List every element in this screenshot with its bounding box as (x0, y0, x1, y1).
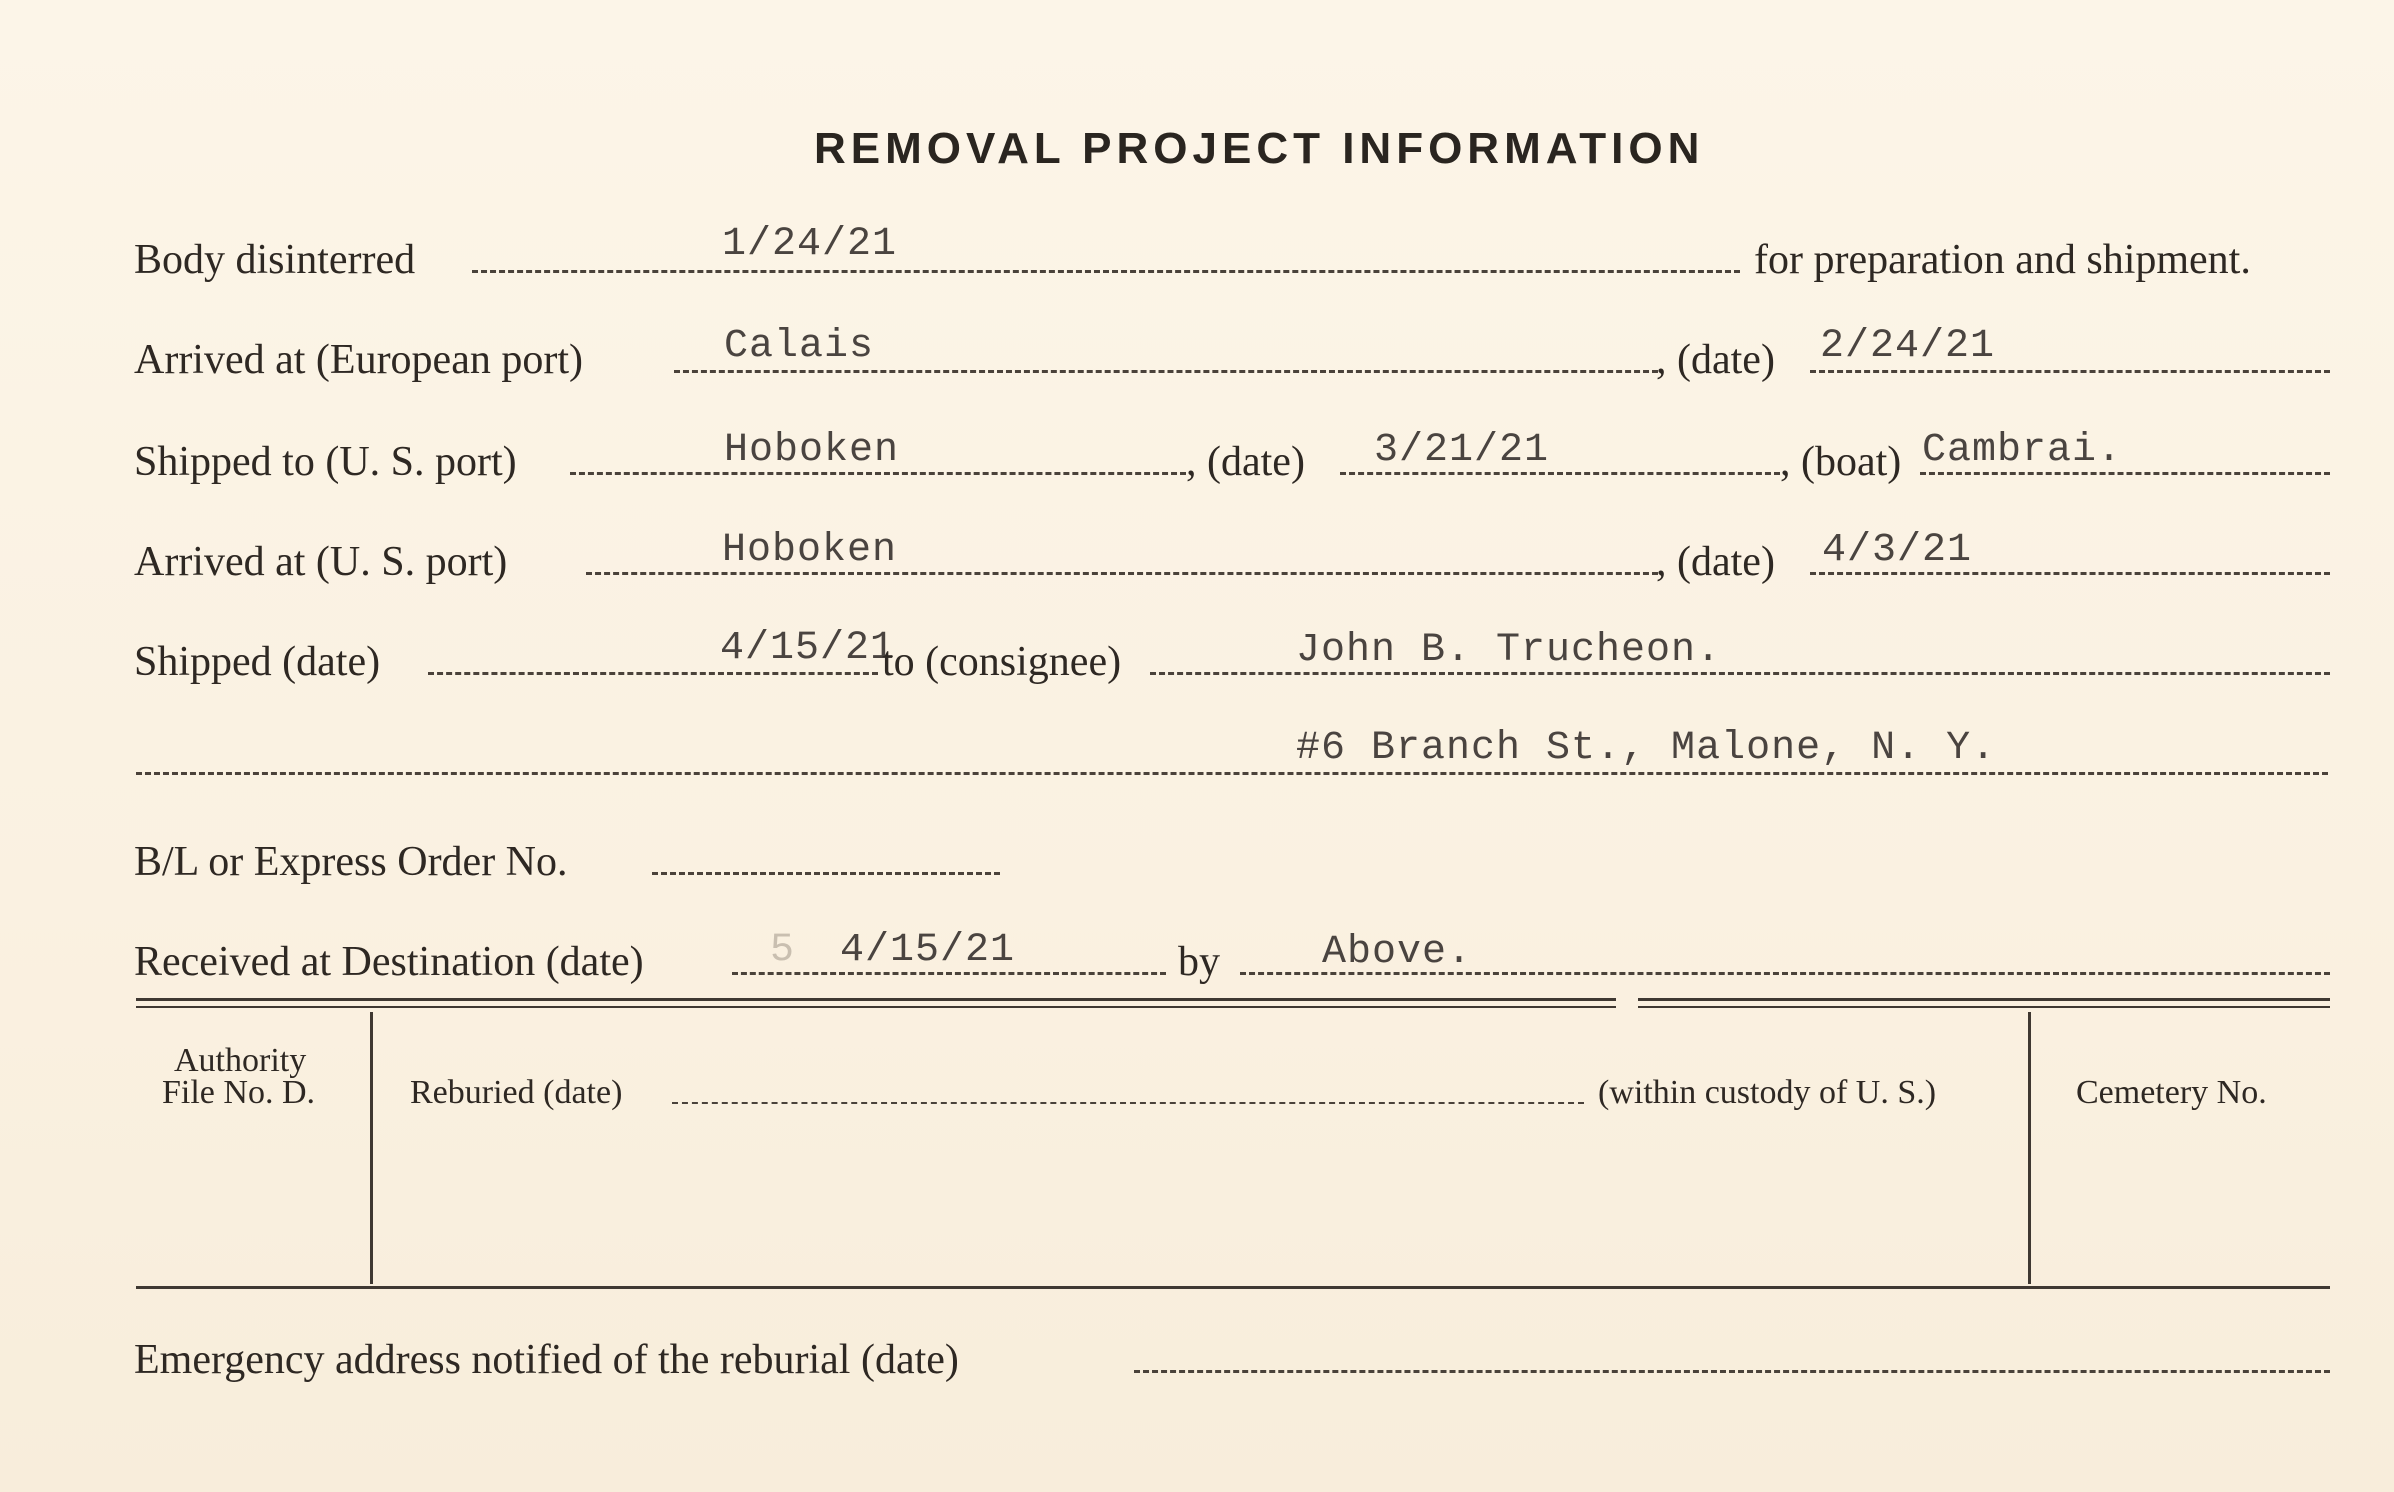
by-label: by (1178, 939, 1220, 985)
shipped-to-label: Shipped to (U. S. port) (134, 439, 517, 485)
body-disinterred-label: Body disinterred (134, 237, 416, 283)
bl-label: B/L or Express Order No. (134, 839, 568, 885)
arrived-us-label: Arrived at (U. S. port) (134, 539, 508, 585)
shipped-date-label: Shipped (date) (134, 639, 381, 685)
european-port-line (674, 370, 1658, 373)
european-port-value: Calais (724, 324, 875, 369)
european-date-label: , (date) (1656, 337, 1775, 383)
european-date-value: 2/24/21 (1820, 324, 1996, 369)
address-line (136, 772, 2328, 775)
received-by-value: Above. (1322, 930, 1473, 975)
emergency-line (1134, 1370, 2330, 1373)
divider-rule-bottom-right (1638, 1006, 2330, 1008)
received-date-value: 4/15/21 (840, 928, 1016, 973)
file-no-label: File No. D. (162, 1074, 315, 1111)
arrived-european-label: Arrived at (European port) (134, 337, 583, 383)
disinterred-date-value: 1/24/21 (722, 222, 898, 267)
consignee-label: to (consignee) (882, 639, 1122, 685)
us-port-arrived-value: Hoboken (722, 528, 898, 573)
for-preparation-label: for preparation and shipment. (1754, 237, 2251, 283)
reburied-line (672, 1102, 1584, 1104)
bl-line (652, 872, 1000, 875)
custody-label: (within custody of U. S.) (1598, 1074, 1937, 1111)
column-divider-left (370, 1012, 373, 1284)
cemetery-label: Cemetery No. (2076, 1074, 2267, 1111)
european-date-line (1810, 370, 2330, 373)
shipped-date-line (428, 672, 878, 675)
received-label: Received at Destination (date) (134, 939, 644, 985)
card-title: REMOVAL PROJECT INFORMATION (814, 124, 1705, 173)
shipped-date-value: 4/15/21 (720, 626, 896, 671)
consignee-address-value: #6 Branch St., Malone, N. Y. (1296, 726, 1997, 771)
boat-label: , (boat) (1780, 439, 1902, 485)
received-prefix-value: 5 (770, 928, 796, 973)
body-disinterred-line (472, 270, 1740, 273)
reburied-label: Reburied (date) (410, 1074, 623, 1111)
bottom-rule (136, 1286, 2330, 1289)
emergency-label: Emergency address notified of the reburial (date) (134, 1337, 959, 1383)
shipped-to-date-label: , (date) (1186, 439, 1305, 485)
divider-rule-bottom-left (136, 1006, 1616, 1008)
divider-rule-top-right (1638, 998, 2330, 1001)
shipped-to-date-value: 3/21/21 (1374, 428, 1550, 473)
arrived-us-date-value: 4/3/21 (1822, 528, 1973, 573)
boat-value: Cambrai. (1922, 428, 2123, 473)
us-port-shipped-value: Hoboken (724, 428, 900, 473)
arrived-us-date-label: , (date) (1656, 539, 1775, 585)
authority-label: Authority (174, 1042, 307, 1079)
consignee-name-value: John B. Trucheon. (1296, 628, 1722, 673)
divider-rule-top-left (136, 998, 1616, 1001)
column-divider-right (2028, 1012, 2031, 1284)
